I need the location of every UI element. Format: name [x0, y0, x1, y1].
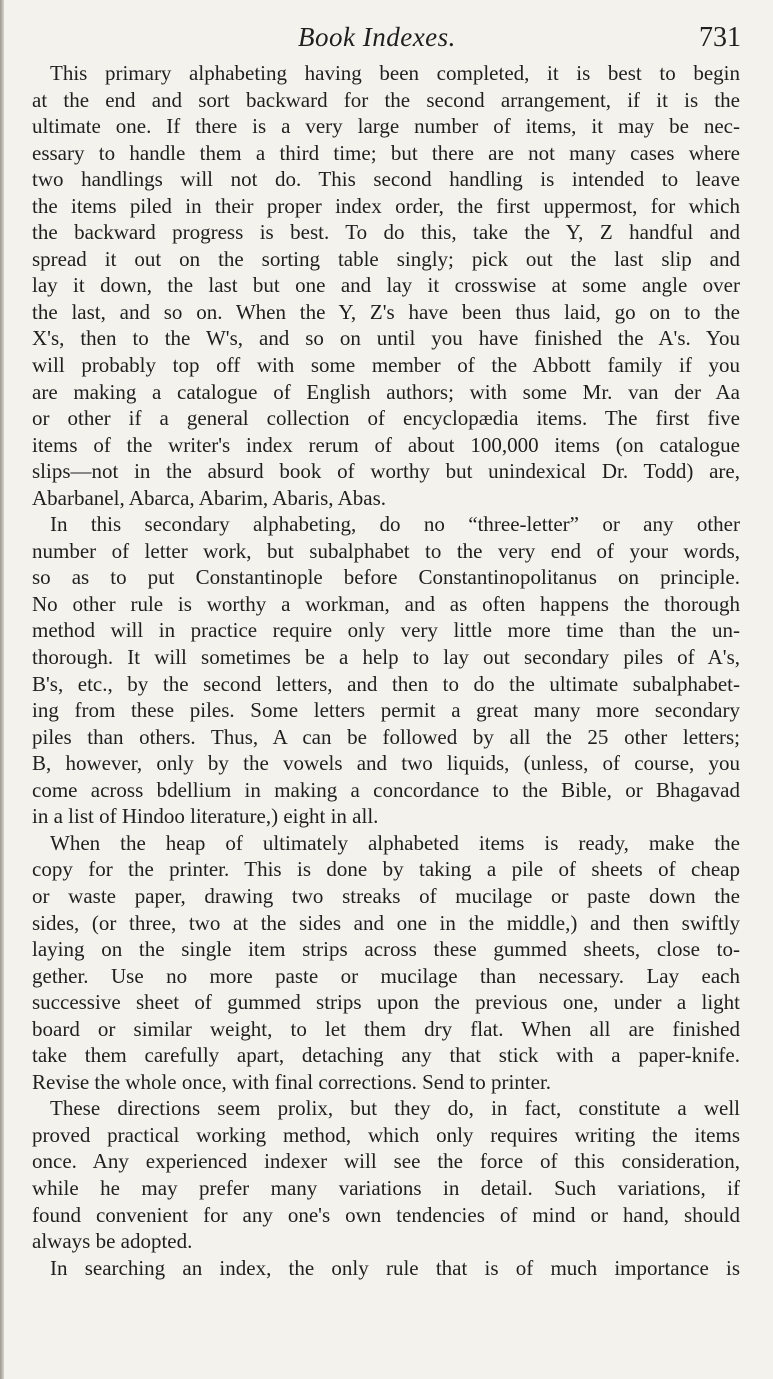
text-line: piles than others. Thus, A can be followed by all the 25 other letters;: [32, 724, 740, 749]
running-header: [0, 22, 773, 56]
text-line: Revise the whole once, with final corrections. Send to printer.: [32, 1069, 552, 1094]
text-line: B, however, only by the vowels and two liquids, (unless, of course, you: [32, 751, 740, 776]
text-line: number of letter work, but subalphabet to the very end of your words,: [32, 538, 740, 563]
text-line: lay it down, the last but one and lay it crosswise at some angle over: [32, 273, 740, 298]
text-line: come across bdellium in making a concordance to the Bible, or Bhagavad: [32, 777, 740, 802]
text-line: copy for the printer. This is done by taking a pile of sheets of cheap: [32, 857, 740, 882]
text-line: No other rule is worthy a workman, and as often happens the thorough: [32, 591, 740, 616]
text-line: the items piled in their proper index order, the first uppermost, for which: [32, 193, 740, 218]
text-line: In this secondary alphabeting, do no “three-letter” or any other: [50, 512, 740, 537]
text-line: once. Any experienced indexer will see the force of this consideration,: [32, 1149, 740, 1174]
body-text: [32, 60, 740, 1281]
text-line: will probably top off with some member of the Abbott family if you: [32, 353, 740, 378]
text-line: while he may prefer many variations in detail. Such variations, if: [32, 1175, 740, 1200]
text-line: ing from these piles. Some letters permit a great many more secondary: [32, 698, 740, 723]
text-line: board or similar weight, to let them dry flat. When all are finished: [32, 1016, 740, 1041]
text-line: so as to put Constantinople before Constantinopolitanus on principle.: [32, 565, 740, 590]
page-binding-edge: [0, 0, 4, 1379]
text-line: essary to handle them a third time; but there are not many cases where: [32, 140, 740, 165]
text-line: These directions seem prolix, but they do, in fact, constitute a well: [50, 1096, 740, 1121]
text-line: at the end and sort backward for the second arrangement, if it is the: [32, 87, 740, 112]
text-line: or waste paper, drawing two streaks of mucilage or paste down the: [32, 883, 740, 908]
text-line: items of the writer's index rerum of about 100,000 items (on catalogue: [32, 432, 740, 457]
running-title: Book Indexes.: [298, 22, 456, 52]
text-line: the backward progress is best. To do this, take the Y, Z handful and: [32, 220, 740, 245]
text-line: Abarbanel, Abarca, Abarim, Abaris, Abas.: [32, 485, 386, 510]
text-line: are making a catalogue of English authors; with some Mr. van der Aa: [32, 379, 740, 404]
text-line: slips—not in the absurd book of worthy but unindexical Dr. Todd) are,: [32, 459, 740, 484]
text-line: laying on the single item strips across these gummed sheets, close to-: [32, 937, 740, 962]
text-line: gether. Use no more paste or mucilage than necessary. Lay each: [32, 963, 740, 988]
text-line: the last, and so on. When the Y, Z's have been thus laid, go on to the: [32, 299, 740, 324]
text-line: always be adopted.: [32, 1229, 193, 1254]
text-line: spread it out on the sorting table singly; pick out the last slip and: [32, 246, 740, 271]
text-line: This primary alphabeting having been completed, it is best to begin: [50, 61, 740, 85]
text-line: method will in practice require only very little more time than the un-: [32, 618, 740, 643]
text-line: ultimate one. If there is a very large number of items, it may be nec-: [32, 114, 740, 139]
text-line: proved practical working method, which only requires writing the items: [32, 1122, 740, 1147]
page-number: 731: [699, 22, 741, 53]
text-line: successive sheet of gummed strips upon the previous one, under a light: [32, 990, 740, 1015]
text-line: B's, etc., by the second letters, and then to do the ultimate subalphabet-: [32, 671, 740, 696]
text-line: found convenient for any one's own tendencies of mind or hand, should: [32, 1202, 740, 1227]
text-line: When the heap of ultimately alphabeted items is ready, make the: [50, 830, 740, 855]
text-line: sides, (or three, two at the sides and one in the middle,) and then swiftly: [32, 910, 740, 935]
text-line: In searching an index, the only rule that is of much importance is: [50, 1255, 740, 1280]
text-line: two handlings will not do. This second handling is intended to leave: [32, 167, 740, 192]
text-line: or other if a general collection of encyclopædia items. The first five: [32, 406, 740, 431]
text-line: in a list of Hindoo literature,) eight in all.: [32, 804, 379, 829]
text-line: X's, then to the W's, and so on until you have finished the A's. You: [32, 326, 740, 351]
text-line: thorough. It will sometimes be a help to lay out secondary piles of A's,: [32, 645, 740, 670]
text-line: take them carefully apart, detaching any that stick with a paper-knife.: [32, 1043, 740, 1068]
